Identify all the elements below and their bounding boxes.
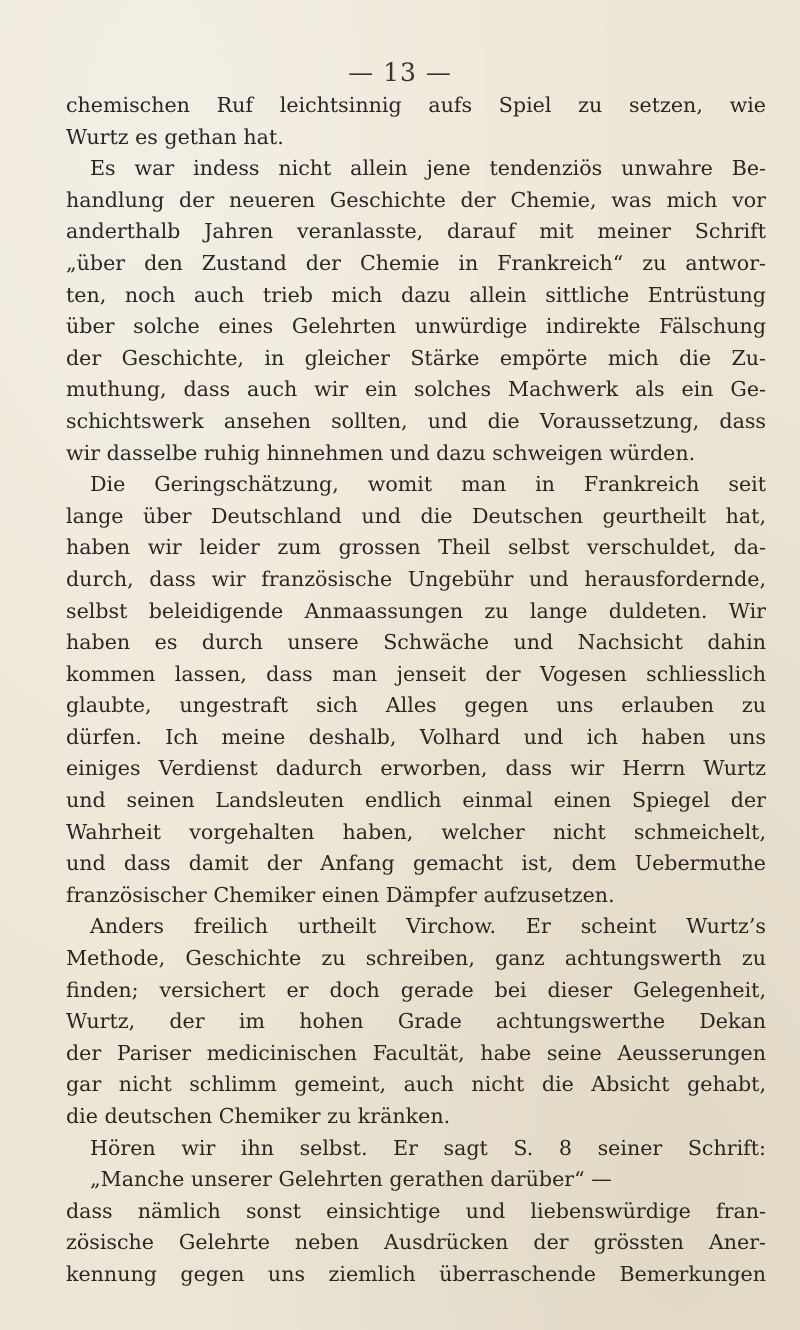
- text-line: handlung der neueren Geschichte der Chemie, was mich vor: [66, 187, 766, 212]
- body-text: [66, 90, 766, 1291]
- text-line: glaubte, ungestraft sich Alles gegen uns erlauben zu: [66, 693, 766, 718]
- text-line: kennung gegen uns ziemlich überraschende Bemerkungen: [66, 1261, 766, 1286]
- text-line: Methode, Geschichte zu schreiben, ganz achtungswerth zu: [66, 946, 766, 971]
- text-line: selbst beleidigende Anmaassungen zu lange duldeten. Wir: [66, 598, 766, 623]
- text-line: durch, dass wir französische Ungebühr und herausfordernde,: [66, 566, 766, 591]
- text-line: anderthalb Jahren veranlasste, darauf mit meiner Schrift: [66, 219, 766, 244]
- text-line: dass nämlich sonst einsichtige und liebenswürdige fran-: [66, 1198, 766, 1223]
- text-line: einiges Verdienst dadurch erworben, dass wir Herrn Wurtz: [66, 756, 766, 781]
- text-line: der Geschichte, in gleicher Stärke empörte mich die Zu-: [66, 345, 766, 370]
- text-line: finden; versichert er doch gerade bei dieser Gelegenheit,: [66, 977, 766, 1002]
- text-line: lange über Deutschland und die Deutschen geurtheilt hat,: [66, 503, 766, 528]
- text-line: „über den Zustand der Chemie in Frankreich“ zu antwor-: [66, 250, 766, 275]
- text-line: chemischen Ruf leichtsinnig aufs Spiel zu setzen, wie: [66, 93, 766, 117]
- text-line: muthung, dass auch wir ein solches Machwerk als ein Ge-: [66, 377, 766, 402]
- text-line: Die Geringschätzung, womit man in Frankreich seit: [90, 472, 766, 497]
- text-line: wir dasselbe ruhig hinnehmen und dazu schweigen würden.: [66, 440, 696, 465]
- text-line: Es war indess nicht allein jene tendenziös unwahre Be-: [90, 156, 766, 181]
- text-line: „Manche unserer Gelehrten gerathen darüber“ —: [90, 1167, 612, 1192]
- text-line: Wurtz es gethan hat.: [66, 124, 284, 149]
- text-line: und seinen Landsleuten endlich einmal einen Spiegel der: [66, 788, 766, 813]
- text-line: Anders freilich urtheilt Virchow. Er scheint Wurtz’s: [90, 914, 766, 939]
- text-line: und dass damit der Anfang gemacht ist, dem Uebermuthe: [66, 851, 766, 876]
- text-line: haben es durch unsere Schwäche und Nachsicht dahin: [66, 630, 766, 655]
- text-line: Wurtz, der im hohen Grade achtungswerthe Dekan: [66, 1009, 766, 1034]
- text-line: Wahrheit vorgehalten haben, welcher nicht schmeichelt,: [66, 819, 766, 844]
- text-line: kommen lassen, dass man jenseit der Vogesen schliesslich: [66, 661, 766, 686]
- text-line: über solche eines Gelehrten unwürdige indirekte Fälschung: [66, 314, 766, 339]
- text-line: französischer Chemiker einen Dämpfer aufzusetzen.: [66, 882, 615, 907]
- text-line: der Pariser medicinischen Facultät, habe seine Aeusserungen: [66, 1040, 766, 1065]
- text-line: dürfen. Ich meine deshalb, Volhard und ich haben uns: [66, 724, 766, 749]
- text-line: Hören wir ihn selbst. Er sagt S. 8 seiner Schrift:: [90, 1135, 766, 1160]
- text-line: zösische Gelehrte neben Ausdrücken der grössten Aner-: [66, 1230, 766, 1255]
- text-line: haben wir leider zum grossen Theil selbst verschuldet, da-: [66, 535, 766, 560]
- text-line: schichtswerk ansehen sollten, und die Voraussetzung, dass: [66, 408, 766, 433]
- text-line: die deutschen Chemiker zu kränken.: [66, 1104, 451, 1128]
- text-line: ten, noch auch trieb mich dazu allein sittliche Entrüstung: [66, 282, 766, 307]
- page-number: — 13 —: [348, 58, 452, 87]
- text-line: gar nicht schlimm gemeint, auch nicht die Absicht gehabt,: [66, 1072, 766, 1097]
